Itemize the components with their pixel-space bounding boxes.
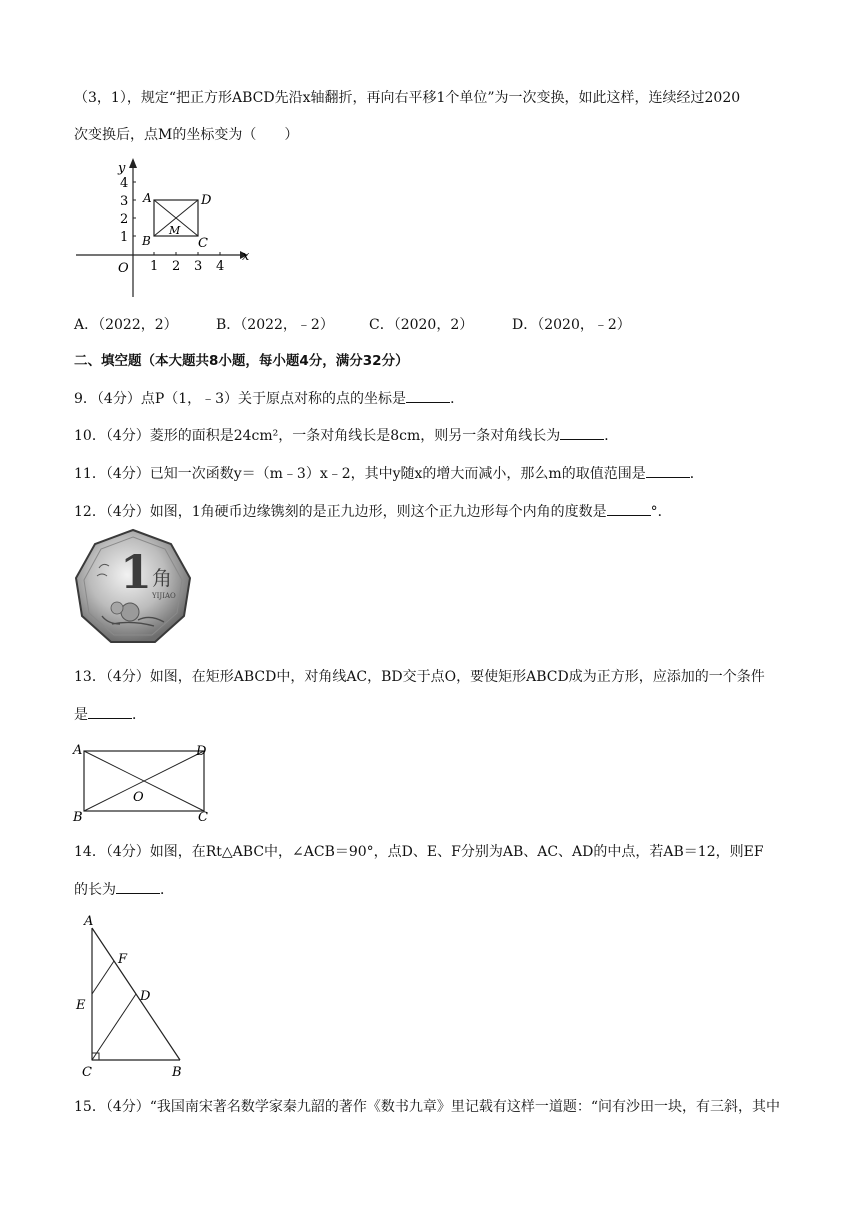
q10-end: ．	[604, 428, 619, 444]
point-label-f: F	[118, 952, 128, 967]
question-12	[74, 501, 672, 522]
y-tick-3: 3	[120, 194, 129, 209]
point-label-d: D	[140, 989, 151, 1004]
point-label-e: E	[76, 998, 86, 1013]
question-9	[74, 388, 464, 409]
question-11	[74, 463, 704, 484]
answer-blank	[88, 704, 132, 719]
q8-text-line2: 次变换后，点M的坐标变为（ ）	[74, 127, 299, 143]
x-tick-4: 4	[216, 259, 225, 274]
point-label-c: C	[198, 236, 208, 251]
q14-text-line2: 的长为	[74, 882, 116, 898]
y-tick-1: 1	[120, 230, 129, 245]
option-b: B．（2022，﹣2）	[216, 317, 334, 333]
question-10	[74, 425, 618, 446]
point-label-a: A	[143, 191, 152, 205]
coin-image	[72, 528, 194, 650]
origin-label: O	[118, 261, 129, 276]
point-label-o: O	[133, 790, 144, 805]
q13-rectangle-figure	[70, 740, 220, 828]
point-label-b: B	[142, 234, 151, 248]
q11-end: ．	[689, 466, 704, 482]
q12-end: °．	[650, 504, 672, 520]
point-label-d: D	[201, 193, 212, 208]
option-d: D．（2020，﹣2）	[512, 317, 631, 333]
coin-pinyin: YIJIAO	[152, 592, 176, 600]
point-label-m: M	[169, 224, 181, 237]
q8-text-line1: （3，1），规定“把正方形ABCD先沿x轴翻折，再向右平移1个单位”为一次变换，如此这样，连续经过2020	[74, 90, 741, 106]
q13-text-line2: 是	[74, 707, 88, 723]
answer-blank	[560, 425, 604, 440]
q12-text: 12．（4分）如图，1角硬币边缘镌刻的是正九边形，则这个正九边形每个内角的度数是	[74, 504, 607, 520]
x-axis-label: x	[242, 249, 250, 264]
coin-unit: 角	[152, 566, 172, 590]
answer-blank	[406, 388, 450, 403]
q11-text: 11．（4分）已知一次函数y＝（m﹣3）x﹣2，其中y随x的增大而减小，那么m的取值范围是	[74, 466, 646, 482]
q14-line2	[74, 879, 174, 900]
option-a: A．（2022，2）	[74, 317, 178, 333]
option-c: C．（2020，2）	[369, 317, 474, 333]
answer-blank	[607, 501, 651, 516]
x-tick-1: 1	[150, 259, 159, 274]
y-axis-label: y	[118, 161, 126, 176]
section-title-fill-in: 二、填空题（本大题共8小题，每小题4分，满分32分）	[74, 353, 409, 369]
q13-text-line1: 13．（4分）如图，在矩形ABCD中，对角线AC，BD交于点O，要使矩形ABCD成为正方形，应添加的一个条件	[74, 669, 765, 685]
point-label-a: A	[84, 914, 94, 929]
q13-line2	[74, 704, 146, 725]
answer-blank	[116, 879, 160, 894]
point-label-b: B	[73, 810, 83, 825]
q8-options	[74, 314, 794, 334]
q10-text: 10．（4分）菱形的面积是24cm²，一条对角线长是8cm，则另一条对角线长为	[74, 428, 561, 444]
coin-denomination: 1	[120, 545, 153, 599]
x-tick-2: 2	[172, 259, 181, 274]
point-label-b: B	[172, 1065, 182, 1080]
y-tick-4: 4	[120, 176, 129, 191]
y-tick-2: 2	[120, 212, 129, 227]
x-tick-3: 3	[194, 259, 203, 274]
point-label-c: C	[198, 810, 208, 825]
q14-end: ．	[160, 882, 174, 898]
q13-end: ．	[132, 707, 146, 723]
answer-blank	[646, 463, 690, 478]
q9-end: ．	[450, 391, 465, 407]
q8-coordinate-figure	[70, 152, 260, 302]
point-label-d: D	[196, 744, 207, 759]
point-label-a: A	[73, 743, 83, 758]
q9-text: 9．（4分）点P（1，﹣3）关于原点对称的点的坐标是	[74, 391, 407, 407]
q14-triangle-figure	[70, 910, 200, 1080]
point-label-c: C	[82, 1065, 92, 1080]
q15-text-line1: 15．（4分）“我国南宋著名数学家秦九韶的著作《数书九章》里记载有这样一道题：“问有沙田一块，有三斜，其中	[74, 1099, 781, 1115]
q14-text-line1: 14．（4分）如图，在Rt△ABC中，∠ACB＝90°，点D、E、F分别为AB、AC、AD的中点，若AB＝12，则EF	[74, 844, 764, 860]
